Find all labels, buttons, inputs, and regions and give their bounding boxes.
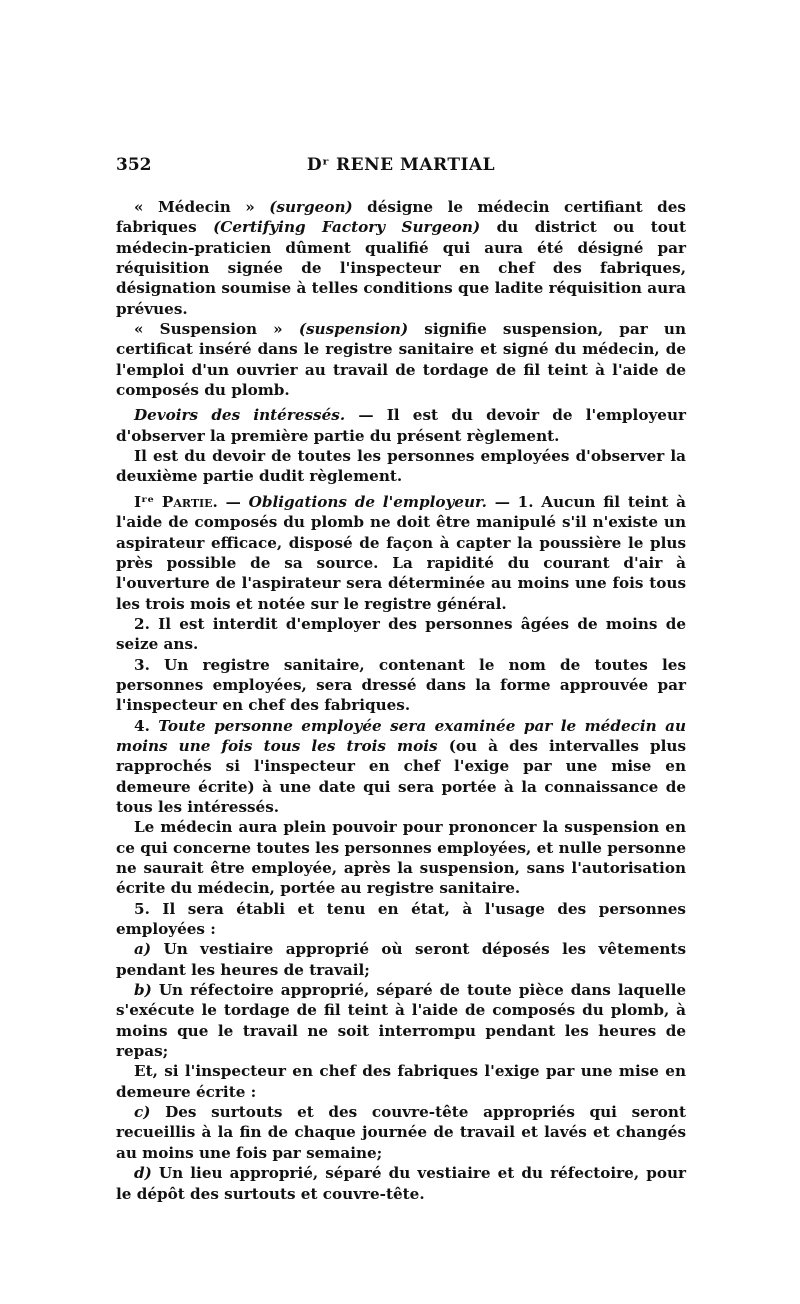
section-heading-devoirs: Devoirs des intéressés. bbox=[134, 406, 346, 425]
page-number: 352 bbox=[116, 155, 152, 175]
paragraph-mise-en-demeure: Et, si l'inspecteur en chef des fabriques l'exige par une mise en demeure écrite : bbox=[116, 1062, 686, 1101]
paragraph-suspension: « Suspension » (suspension) signifie suspension, par un certificat inséré dans le registre sanitaire et signé du médecin, de l'emploi d'un ouvrier au travail de tordage de fil teint à l'aide de composés du plomb. bbox=[116, 320, 686, 400]
paragraph-item-4: 4. Toute personne employée sera examinée par le médecin au moins une fois tous les trois mois (ou à des intervalles plus rapprochés si l'inspecteur en chef l'exige par une mise en demeure écrite) à une date qui sera portée à la connaissance de tous les intéressés. bbox=[116, 716, 687, 816]
paragraph-item-c: c) Des surtouts et des couvre-tête appropriés qui seront recueillis à la fin de chaque journée de travail et lavés et changés au moins une fois par semaine; bbox=[116, 1103, 686, 1162]
paragraph-item-b: b) Un réfectoire approprié, séparé de toute pièce dans laquelle s'exécute le tordage de fil teint à l'aide de composés du plomb, à moins que le travail ne soit interrompu pendant les heures de repas; bbox=[116, 981, 686, 1061]
paragraph-medecin-pouvoir: Le médecin aura plein pouvoir pour prononcer la suspension en ce qui concerne toutes les personnes employées, et nulle personne ne saurait être employée, après la suspension, sans l'autorisation écrite du médecin, portée au registre sanitaire. bbox=[116, 818, 686, 898]
paragraph-item-3: 3. Un registre sanitaire, contenant le nom de toutes les personnes employées, sera dressé dans la forme approuvée par l'inspecteur en chef des fabriques. bbox=[116, 655, 686, 715]
running-title: Dʳ RENE MARTIAL bbox=[306, 155, 496, 175]
paragraph-item-2: 2. Il est interdit d'employer des personnes âgées de moins de seize ans. bbox=[116, 614, 686, 654]
paragraph-devoirs: Devoirs des intéressés. — Il est du devoir de l'employeur d'observer la première partie du présent règlement. bbox=[116, 406, 686, 445]
page-header bbox=[116, 155, 686, 179]
body-text bbox=[116, 197, 686, 1204]
paragraph-medecin: « Médecin » (surgeon) désigne le médecin certifiant des fabriques (Certifying Factory Surgeon) du district ou tout médecin-praticien dûment qualifié qui aura été désigné par réquisition signée de l'inspecteur en chef des fabriques, désignation soumise à telles conditions que ladite réquisition aura prévues. bbox=[116, 198, 686, 318]
paragraph-item-5: 5. Il sera établi et tenu en état, à l'usage des personnes employées : bbox=[116, 899, 686, 939]
paragraph-item-a: a) Un vestiaire approprié où seront déposés les vêtements pendant les heures de travail; bbox=[116, 940, 686, 979]
paragraph-item-d: d) Un lieu approprié, séparé du vestiaire et du réfectoire, pour le dépôt des surtouts et couvre-tête. bbox=[116, 1164, 686, 1203]
paragraph-devoirs-employees: Il est du devoir de toutes les personnes employées d'observer la deuxième partie dudit règlement. bbox=[116, 447, 686, 486]
part-label: Iʳᵉ Partie. bbox=[134, 492, 218, 511]
section-heading-obligations: Obligations de l'employeur. bbox=[248, 492, 487, 511]
paragraph-partie-1: Iʳᵉ Partie. — Obligations de l'employeur. — 1. Aucun fil teint à l'aide de composés du plomb ne doit être manipulé s'il n'existe un aspirateur efficace, disposé de façon à capter la poussière le plus près possible de sa source. La rapidité du courant d'air à l'ouverture de l'aspirateur sera déterminée au moins une fois tous les trois mois et notée sur le registre général. bbox=[116, 492, 686, 613]
